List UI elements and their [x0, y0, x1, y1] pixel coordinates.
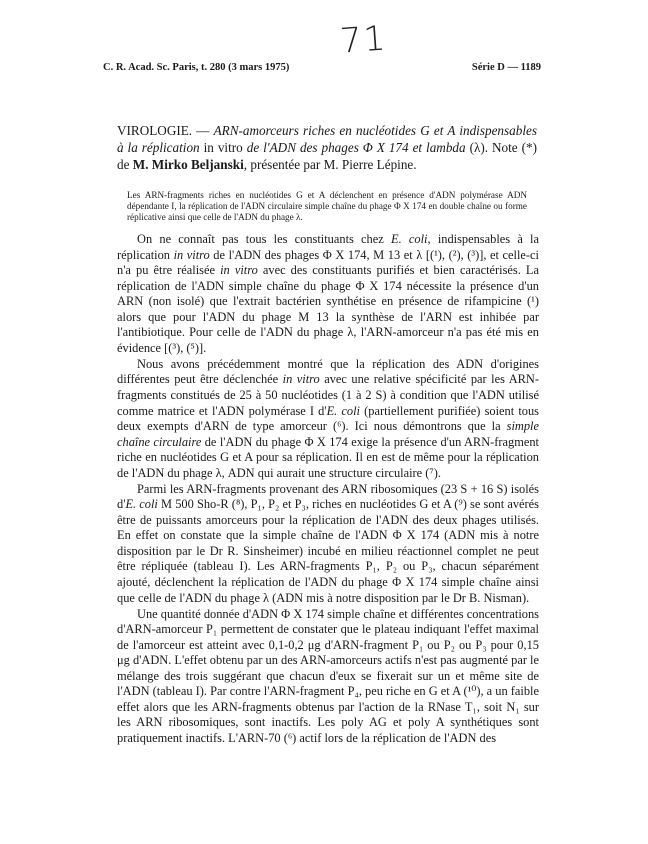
text-run: Nous avons précédemment montré que la réplication des ADN d'origines différentes peut être déclenchée — [117, 356, 539, 387]
text-run: M 500 Sho-R (⁸), P₁, P₂ et P₃, riches en nucléotides G et A (⁹) se sont avérés être de puissants amorceurs pour la réplication de l'ADN des deux phages utilisés. En effet on constate que la simple chaîne de l'ADN Φ X 174 (ADN mis à notre disposition par le Dr R. Sinsheimer) incubé en milieu réactionnel complet ne peut être répliquée (tableau I). Les ARN-fragments P₁, P₂ ou P₃, chacun séparément ajouté, déclenchent la réplication de l'ADN du phage Φ X 174 simple chaîne ainsi que celle de l'ADN du phage λ (ADN mis à notre disposition par le Dr B. Nisman). — [117, 497, 539, 605]
series-page: Série D — 1189 — [471, 62, 541, 73]
title-in-vitro: in vitro — [199, 140, 247, 155]
article-body — [117, 232, 539, 747]
italic-run: in vitro — [220, 263, 258, 278]
body-paragraph — [117, 232, 539, 356]
italic-run: in vitro — [173, 247, 210, 262]
text-run: On ne connaît pas tous les constituants chez — [137, 232, 391, 246]
title-part-1: ARN-amorceurs riches en nucléotides G et A indispensables à la réplication — [117, 123, 537, 155]
text-run: Parmi les ARN-fragments provenant des ARN ribosomiques (23 S + 16 S) isolés d' — [117, 481, 539, 512]
text-run: , indispensables à la réplication — [117, 232, 539, 262]
running-head — [103, 62, 541, 73]
article-title — [117, 122, 537, 173]
presented-by: , présentée par M. Pierre Lépine. — [243, 157, 417, 172]
title-part-2: de l'ADN des phages Φ X 174 et lambda — [246, 140, 466, 155]
text-run: (partiellement purifiée) soient tous deux exempts d'ARN de type amorceur (⁶). Ici nous démontrons que la — [117, 403, 539, 434]
italic-run: simple chaîne circulaire — [117, 419, 539, 449]
text-run: avec des constituants purifiés et bien caractérisés. La réplication de l'ADN simple chaîne du phage Φ X 174 nécessite la présence d'un ARN (non isolé) que l'extrait bactérien synthétise en présence de rifampicine (¹) alors que pour l'ADN du phage M 13 la synthèse de l'ARN est inhibée par l'antibiotique. Pour celle de l'ADN du phage λ, l'ARN-amorceur n'a pas été mis en évidence [(³), (⁵)]. — [117, 263, 539, 355]
italic-run: E. coli — [125, 497, 158, 512]
body-paragraph — [117, 357, 539, 481]
body-paragraph — [117, 482, 539, 606]
journal-citation: C. R. Acad. Sc. Paris, t. 280 (3 mars 1975) — [103, 62, 290, 73]
text-run: de l'ADN du phage Φ X 174 exige la présence d'un ARN-fragment riche en nucléotides G et A pour sa réplication. Il en est de même pour la réplication de l'ADN du phage λ, ADN qui aurait une structure circulaire (⁷). — [117, 434, 539, 480]
text-run: avec une relative spécificité par les ARN-fragments constitués de 25 à 50 nucléotides (1 à 2 S) à condition que l'ADN utilisé comme matrice et l'ADN polymérase I d' — [117, 372, 539, 418]
abstract: Les ARN-fragments riches en nucléotides G et A déclenchent en présence d'ADN polymérase ADN dépendante I, la réplication de l'ADN circulaire simple chaîne du phage Φ X 174 en double chaîne ou forme réplicative ainsi que celle de l'ADN du phage λ. — [127, 190, 527, 222]
italic-run: E. coli — [326, 403, 360, 418]
text-run: de l'ADN des phages Φ X 174, M 13 et λ [(¹), (²), (³)], et celle-ci n'a pu être réalisée — [117, 247, 539, 278]
italic-run: E. coli — [391, 232, 428, 246]
body-paragraph — [117, 607, 539, 747]
italic-run: in vitro — [282, 372, 320, 387]
handwritten-page-number: 71 — [338, 18, 389, 62]
section-label: VIROLOGIE. — — [117, 123, 214, 138]
title-end: (λ). Note (*) de — [117, 140, 537, 172]
author-name: M. Mirko Beljanski — [132, 157, 244, 172]
text-run: Une quantité donnée d'ADN Φ X 174 simple chaîne et différentes concentrations d'ARN-amorceur P₁ permettent de constater que le plateau indiquant l'effet maximal de l'amorceur est atteint avec 0,1-0,2 μg d'ARN-fragment P₁ ou P₂ ou P₃ pour 0,15 μg d'ADN. L'effet obtenu par un des ARN-amorceurs actifs n'est pas augmenté par le mélange des trois suggérant que chacun d'eux se fixerait sur un et même site de l'ADN (tableau I). Par contre l'ARN-fragment P₄, peu riche en G et A (¹⁰), a un faible effet alors que les ARN-fragments obtenus par l'action de la RNase T₁, soit N₁ sur les ARN ribosomiques, sont inactifs. Les poly AG et poly A synthétiques sont pratiquement inactifs. L'ARN-70 (⁶) actif lors de la réplication de l'ADN des — [117, 606, 539, 745]
